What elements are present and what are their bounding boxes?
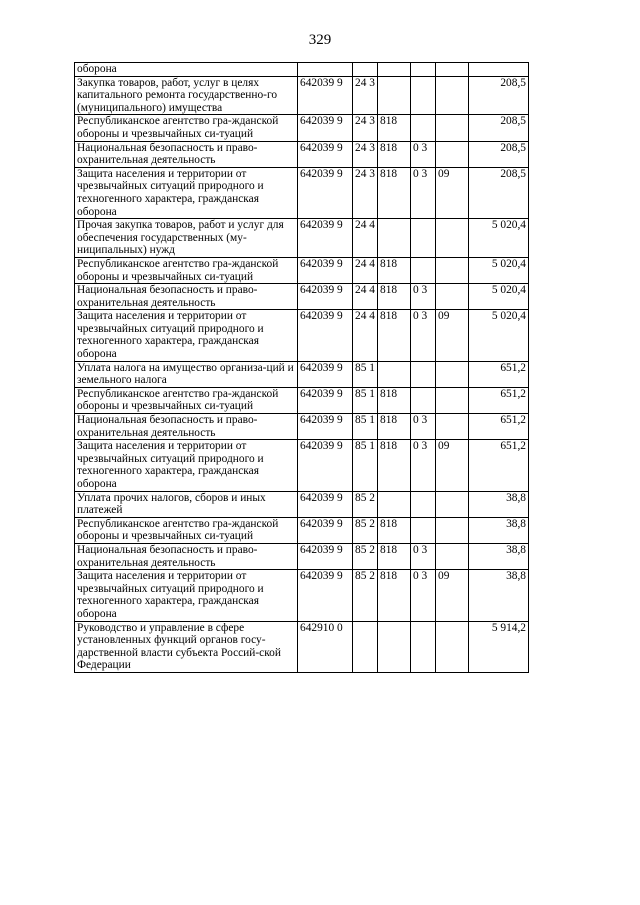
cell-expense-type: 24 4	[353, 257, 378, 283]
cell-amount: 5 020,4	[469, 257, 529, 283]
cell-subsection: 09	[436, 440, 469, 491]
cell-expense-type	[353, 621, 378, 672]
cell-subsection	[436, 76, 469, 115]
cell-section	[411, 63, 436, 77]
cell-subsection	[436, 361, 469, 387]
cell-expense-type: 24 4	[353, 219, 378, 258]
cell-amount: 38,8	[469, 517, 529, 543]
cell-amount: 208,5	[469, 115, 529, 141]
cell-subsection	[436, 414, 469, 440]
cell-target-article: 642039 9	[298, 284, 353, 310]
cell-administrator	[378, 76, 411, 115]
cell-target-article: 642039 9	[298, 167, 353, 218]
cell-administrator: 818	[378, 543, 411, 569]
cell-expense-type	[353, 63, 378, 77]
table-row	[75, 517, 529, 543]
cell-target-article	[298, 63, 353, 77]
cell-amount: 651,2	[469, 361, 529, 387]
cell-target-article: 642039 9	[298, 257, 353, 283]
cell-expense-type: 24 4	[353, 284, 378, 310]
cell-name: Национальная безопасность и право-охранительная деятельность	[75, 141, 298, 167]
cell-name: Республиканское агентство гра-жданской обороны и чрезвычайных си-туаций	[75, 517, 298, 543]
cell-expense-type: 85 2	[353, 570, 378, 621]
cell-subsection	[436, 115, 469, 141]
cell-amount: 5 914,2	[469, 621, 529, 672]
cell-target-article: 642039 9	[298, 76, 353, 115]
cell-section	[411, 257, 436, 283]
cell-expense-type: 24 4	[353, 310, 378, 361]
budget-table-body	[75, 63, 529, 673]
cell-administrator: 818	[378, 141, 411, 167]
cell-amount: 651,2	[469, 387, 529, 413]
cell-target-article: 642039 9	[298, 414, 353, 440]
cell-name: Национальная безопасность и право-охранительная деятельность	[75, 414, 298, 440]
cell-name: оборона	[75, 63, 298, 77]
cell-target-article: 642039 9	[298, 517, 353, 543]
table-row	[75, 284, 529, 310]
table-row	[75, 219, 529, 258]
cell-section	[411, 361, 436, 387]
cell-administrator	[378, 491, 411, 517]
cell-amount: 651,2	[469, 440, 529, 491]
cell-name: Национальная безопасность и право-охранительная деятельность	[75, 284, 298, 310]
cell-administrator: 818	[378, 310, 411, 361]
cell-administrator: 818	[378, 440, 411, 491]
cell-name: Национальная безопасность и право-охранительная деятельность	[75, 543, 298, 569]
cell-target-article: 642039 9	[298, 115, 353, 141]
cell-subsection: 09	[436, 310, 469, 361]
table-row	[75, 414, 529, 440]
page-number: 329	[308, 32, 332, 48]
budget-table	[74, 62, 529, 673]
cell-name: Республиканское агентство гра-жданской обороны и чрезвычайных си-туаций	[75, 115, 298, 141]
cell-name: Уплата прочих налогов, сборов и иных платежей	[75, 491, 298, 517]
cell-target-article: 642039 9	[298, 440, 353, 491]
table-row	[75, 63, 529, 77]
table-row	[75, 167, 529, 218]
cell-amount: 38,8	[469, 543, 529, 569]
cell-name: Прочая закупка товаров, работ и услуг для обеспечения государственных (му-ниципальных) нужд	[75, 219, 298, 258]
cell-subsection	[436, 491, 469, 517]
table-row	[75, 387, 529, 413]
cell-expense-type: 85 2	[353, 491, 378, 517]
cell-section: 0 3	[411, 440, 436, 491]
table-row	[75, 76, 529, 115]
cell-expense-type: 85 1	[353, 361, 378, 387]
cell-section: 0 3	[411, 414, 436, 440]
table-row	[75, 361, 529, 387]
cell-amount: 5 020,4	[469, 219, 529, 258]
cell-amount: 208,5	[469, 141, 529, 167]
cell-administrator: 818	[378, 284, 411, 310]
cell-administrator: 818	[378, 517, 411, 543]
cell-administrator: 818	[378, 387, 411, 413]
cell-subsection	[436, 387, 469, 413]
cell-name: Защита населения и территории от чрезвычайных ситуаций природного и техногенного характера, гражданская оборона	[75, 310, 298, 361]
cell-amount: 5 020,4	[469, 310, 529, 361]
cell-administrator: 818	[378, 115, 411, 141]
cell-administrator: 818	[378, 570, 411, 621]
cell-expense-type: 85 2	[353, 517, 378, 543]
cell-section	[411, 115, 436, 141]
cell-administrator: 818	[378, 257, 411, 283]
cell-name: Республиканское агентство гра-жданской обороны и чрезвычайных си-туаций	[75, 387, 298, 413]
cell-expense-type: 85 1	[353, 414, 378, 440]
cell-section: 0 3	[411, 543, 436, 569]
cell-subsection	[436, 543, 469, 569]
cell-subsection	[436, 63, 469, 77]
cell-name: Защита населения и территории от чрезвычайных ситуаций природного и техногенного характера, гражданская оборона	[75, 440, 298, 491]
table-row	[75, 491, 529, 517]
table-row	[75, 115, 529, 141]
cell-administrator: 818	[378, 167, 411, 218]
cell-target-article: 642039 9	[298, 361, 353, 387]
cell-expense-type: 24 3	[353, 141, 378, 167]
cell-target-article: 642039 9	[298, 491, 353, 517]
cell-section: 0 3	[411, 141, 436, 167]
cell-section	[411, 387, 436, 413]
cell-target-article: 642039 9	[298, 570, 353, 621]
cell-name: Защита населения и территории от чрезвычайных ситуаций природного и техногенного характера, гражданская оборона	[75, 167, 298, 218]
cell-amount: 38,8	[469, 491, 529, 517]
table-row	[75, 543, 529, 569]
cell-section: 0 3	[411, 284, 436, 310]
cell-target-article: 642039 9	[298, 310, 353, 361]
cell-amount: 38,8	[469, 570, 529, 621]
table-row	[75, 141, 529, 167]
cell-subsection	[436, 219, 469, 258]
cell-expense-type: 24 3	[353, 115, 378, 141]
cell-section: 0 3	[411, 310, 436, 361]
cell-amount	[469, 63, 529, 77]
cell-target-article: 642039 9	[298, 141, 353, 167]
cell-subsection	[436, 284, 469, 310]
table-row	[75, 310, 529, 361]
cell-section	[411, 517, 436, 543]
cell-subsection	[436, 141, 469, 167]
cell-subsection	[436, 517, 469, 543]
cell-amount: 651,2	[469, 414, 529, 440]
cell-name: Руководство и управление в сфере установленных функций органов госу-дарственной власти субъекта Россий-ской Федерации	[75, 621, 298, 672]
cell-expense-type: 24 3	[353, 76, 378, 115]
cell-name: Закупка товаров, работ, услуг в целях капитального ремонта государственно-го (муниципального) имущества	[75, 76, 298, 115]
cell-section: 0 3	[411, 167, 436, 218]
cell-amount: 208,5	[469, 76, 529, 115]
table-row	[75, 621, 529, 672]
table-row	[75, 570, 529, 621]
cell-amount: 208,5	[469, 167, 529, 218]
cell-subsection: 09	[436, 570, 469, 621]
cell-target-article: 642039 9	[298, 219, 353, 258]
table-row	[75, 257, 529, 283]
cell-administrator	[378, 63, 411, 77]
cell-target-article: 642039 9	[298, 387, 353, 413]
cell-expense-type: 24 3	[353, 167, 378, 218]
cell-section	[411, 621, 436, 672]
cell-subsection	[436, 257, 469, 283]
cell-name: Защита населения и территории от чрезвычайных ситуаций природного и техногенного характера, гражданская оборона	[75, 570, 298, 621]
cell-administrator	[378, 361, 411, 387]
cell-administrator	[378, 621, 411, 672]
cell-section	[411, 219, 436, 258]
cell-expense-type: 85 1	[353, 387, 378, 413]
cell-section: 0 3	[411, 570, 436, 621]
cell-amount: 5 020,4	[469, 284, 529, 310]
cell-administrator: 818	[378, 414, 411, 440]
cell-target-article: 642910 0	[298, 621, 353, 672]
cell-administrator	[378, 219, 411, 258]
cell-name: Республиканское агентство гра-жданской обороны и чрезвычайных си-туаций	[75, 257, 298, 283]
cell-section	[411, 76, 436, 115]
cell-name: Уплата налога на имущество организа-ций и земельного налога	[75, 361, 298, 387]
cell-subsection	[436, 621, 469, 672]
cell-subsection: 09	[436, 167, 469, 218]
cell-expense-type: 85 1	[353, 440, 378, 491]
table-row	[75, 440, 529, 491]
cell-target-article: 642039 9	[298, 543, 353, 569]
cell-expense-type: 85 2	[353, 543, 378, 569]
cell-section	[411, 491, 436, 517]
